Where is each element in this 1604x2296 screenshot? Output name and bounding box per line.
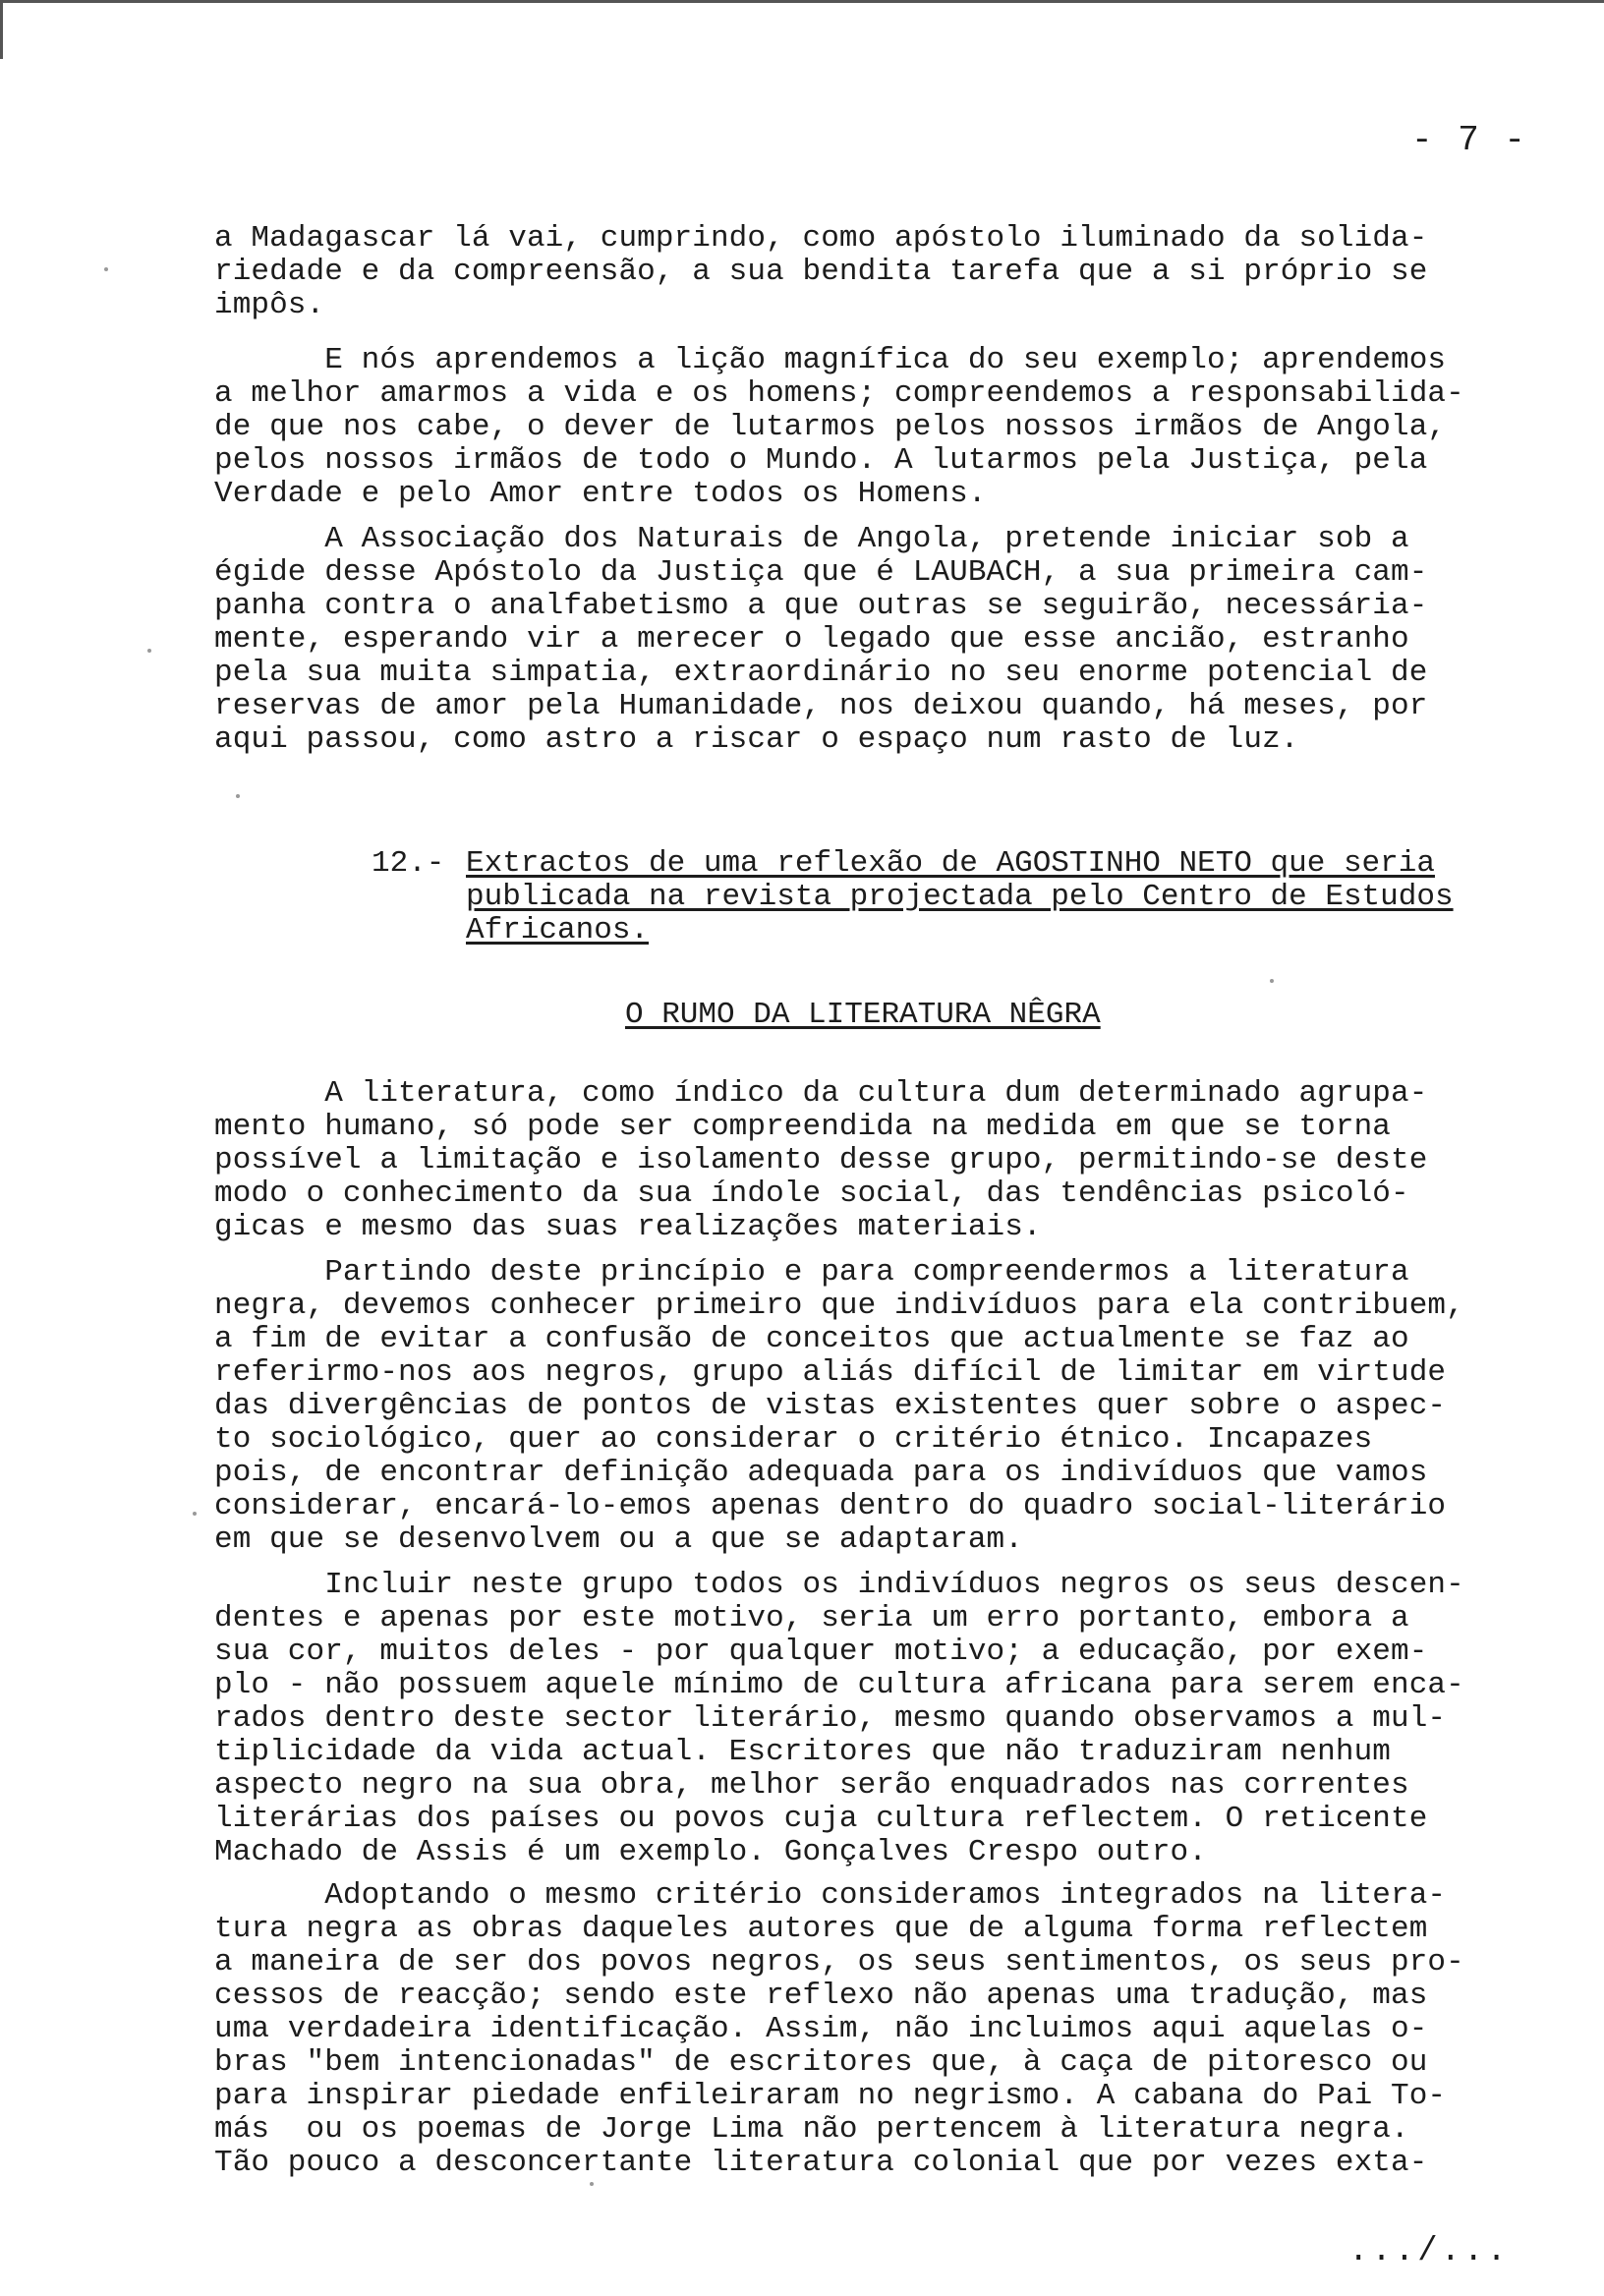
paragraph-association: A Associação dos Naturais de Angola, pretende iniciar sob a égide desse Apóstolo da Justiça que é LAUBACH, a sua primeira cam- panha contra o analfabetismo a que outras se seguirão, necessária- mente, esperando vir a merecer o legado que esse ancião, estranho pela sua muita simpatia, extraordinário no seu enorme potencial de reservas de amor pela Humanidade, nos deixou quando, há meses, por aqui passou, como astro a riscar o espaço num rasto de luz. [214,522,1428,757]
essay-paragraph-4: Adoptando o mesmo critério consideramos integrados na litera- tura negra as obras daqueles autores que de alguma forma reflectem a maneira de ser dos povos negros, os seus sentimentos, os seus pro- cessos de reacção; sendo este reflexo não apenas uma tradução, mas uma verdadeira identificação. Assim, não incluimos aqui aquelas o- bras "bem intencionadas" de escritores que, à caça de pitoresco ou para inspirar piedade enfileiraram no negrismo. A cabana do Pai To- más ou os poemas de Jorge Lima não pertencem à literatura negra. Tão pouco a desconcertante literatura colonial que por vezes exta- [214,1878,1464,2180]
scan-speck [193,1512,197,1516]
continuation-marker: .../... [1348,2233,1510,2270]
scan-speck [590,2182,594,2186]
essay-paragraph-1: A literatura, como índico da cultura dum determinado agrupa- mento humano, só pode ser compreendida na medida em que se torna possível a limitação e isolamento desse grupo, permitindo-se deste modo o conhecimento da sua índole social, das tendências psicoló- gicas e mesmo das suas realizações materiais. [214,1076,1428,1244]
paragraph-madagascar: a Madagascar lá vai, cumprindo, como apóstolo iluminado da solida- riedade e da compreensão, a sua bendita tarefa que a si próprio se impôs. [214,221,1428,322]
scan-edge-left [0,0,3,59]
section-number: 12.- [372,846,445,881]
scan-edge-top [0,0,1604,3]
section-title: Extractos de uma reflexão de AGOSTINHO NETO que seria publicada na revista projectada pelo Centro de Estudos Africanos. [466,846,1454,947]
scan-speck [104,267,108,271]
scan-speck [236,794,240,798]
essay-paragraph-2: Partindo deste princípio e para compreendermos a literatura negra, devemos conhecer primeiro que indivíduos para ela contribuem, a fim de evitar a confusão de conceitos que actualmente se faz ao referirmo-nos aos negros, grupo aliás difícil de limitar em virtude das divergências de pontos de vistas existentes quer sobre o aspec- to sociológico, quer ao considerar o critério étnico. Incapazes pois, de encontrar definição adequada para os indivíduos que vamos considerar, encará-lo-emos apenas dentro do quadro social-literário em que se desenvolvem ou a que se adaptaram. [214,1255,1464,1557]
scan-speck [147,649,151,653]
section-heading [372,846,1454,981]
scan-speck [1270,979,1274,983]
paragraph-lesson: E nós aprendemos a lição magnífica do seu exemplo; aprendemos a melhor amarmos a vida e os homens; compreendemos a responsabilida- de que nos cabe, o dever de lutarmos pelos nossos irmãos de Angola, pelos nossos irmãos de todo o Mundo. A lutarmos pela Justiça, pela Verdade e pelo Amor entre todos os Homens. [214,343,1464,511]
page-number: - 7 - [1411,120,1528,160]
essay-paragraph-3: Incluir neste grupo todos os indivíduos negros os seus descen- dentes e apenas por este motivo, seria um erro portanto, embora a sua cor, muitos deles - por qualquer motivo; a educação, por exem- plo - não possuem aquele mínimo de cultura africana para serem enca- rados dentro deste sector literário, mesmo quando observamos a mul- tiplicidade da vida actual. Escritores que não traduziram nenhum aspecto negro na sua obra, melhor serão enquadrados nas correntes literárias dos países ou povos cuja cultura reflectem. O reticente Machado de Assis é um exemplo. Gonçalves Crespo outro. [214,1568,1464,1869]
essay-title: O RUMO DA LITERATURA NÊGRA [625,998,1101,1032]
